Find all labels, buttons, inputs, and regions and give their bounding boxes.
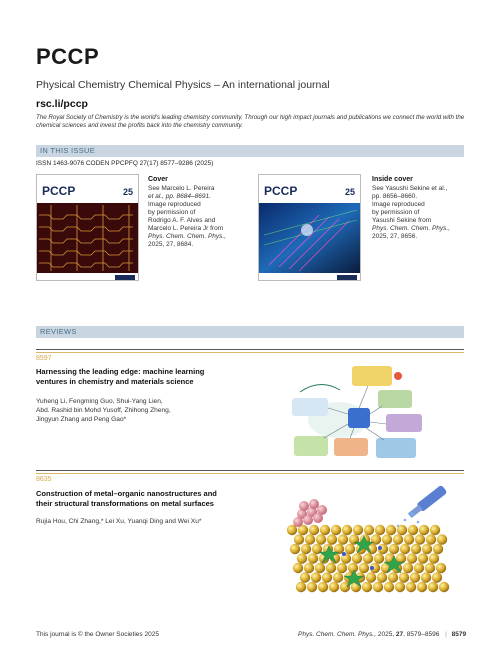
inside-cover-thumbnail[interactable] — [258, 174, 361, 281]
inside-cover-caption: See Yasushi Sekine et al., pp. 8656–8660. Image reproduced by permission of Yasushi Sekine from Phys. Chem. Chem. Phys., 2025, 27, 8656. — [372, 185, 451, 240]
review-title[interactable]: Harnessing the leading edge: machine learning ventures in chemistry and materials science — [36, 367, 205, 386]
cover-thumbnail[interactable] — [36, 174, 139, 281]
footer-copyright: This journal is © the Owner Societies 2025 — [36, 631, 159, 638]
divider — [36, 349, 464, 350]
journal-subtitle: Physical Chemistry Chemical Physics – An international journal — [36, 79, 330, 91]
page-number: 8579 — [451, 631, 467, 638]
cover-label: Cover — [148, 176, 168, 183]
journal-title: PCCP — [36, 44, 100, 69]
issn-line: ISSN 1463-9076 CODEN PPCPFQ 27(17) 8577–9286 (2025) — [36, 160, 214, 167]
journal-description: The Royal Society of Chemistry is the world's leading chemistry community. Through our high impact journals and publications we connect the world with the chemical sciences and invest the profits back into the chemistry community. — [36, 114, 465, 129]
inside-cover-image-icon — [259, 175, 361, 281]
review-authors: Yuheng Li, Fengming Guo, Shui-Yang Lien, Abd. Rashid bin Mohd Yusoff, Zhihong Zheng, Jingyun Zhang and Peng Gao* — [36, 398, 171, 423]
review-page-number: 8635 — [36, 476, 52, 483]
in-this-issue-label: IN THIS ISSUE — [40, 146, 96, 155]
cover-caption: See Marcelo L. Pereira et al., pp. 8684–8691. Image reproduced by permission of Rodrigo A. F. Alves and Marcelo L. Pereira Jr from Phys. Chem. Chem. Phys., 2025, 27, 8684. — [148, 185, 227, 248]
in-this-issue-bar — [36, 145, 464, 157]
review-graphic-metal-surface — [284, 484, 454, 599]
inside-cover-label: Inside cover — [372, 176, 413, 183]
cover-thumb-number: 25 — [123, 187, 134, 197]
review-page-number: 8597 — [36, 355, 52, 362]
divider — [36, 470, 464, 471]
footer-citation: Phys. Chem. Chem. Phys., 2025, 27, 8579–8596 | 8579 — [298, 631, 467, 638]
journal-url[interactable]: rsc.li/pccp — [36, 98, 88, 110]
review-title[interactable]: Construction of metal–organic nanostructures and their structural transformations on metal surfaces — [36, 489, 217, 508]
review-graphic-ml — [288, 362, 428, 464]
cover-image-icon — [37, 175, 139, 281]
review-2-rule — [36, 473, 464, 474]
reviews-bar — [36, 326, 464, 338]
review-1-rule — [36, 352, 464, 353]
inside-cover-thumb-number: 25 — [345, 187, 356, 197]
cover-thumb-title: PCCP — [42, 184, 76, 198]
reviews-label: REVIEWS — [40, 327, 77, 336]
review-authors: Rujia Hou, Chi Zhang,* Lei Xu, Yuanqi Ding and Wei Xu* — [36, 518, 202, 525]
inside-cover-thumb-title: PCCP — [264, 184, 298, 198]
